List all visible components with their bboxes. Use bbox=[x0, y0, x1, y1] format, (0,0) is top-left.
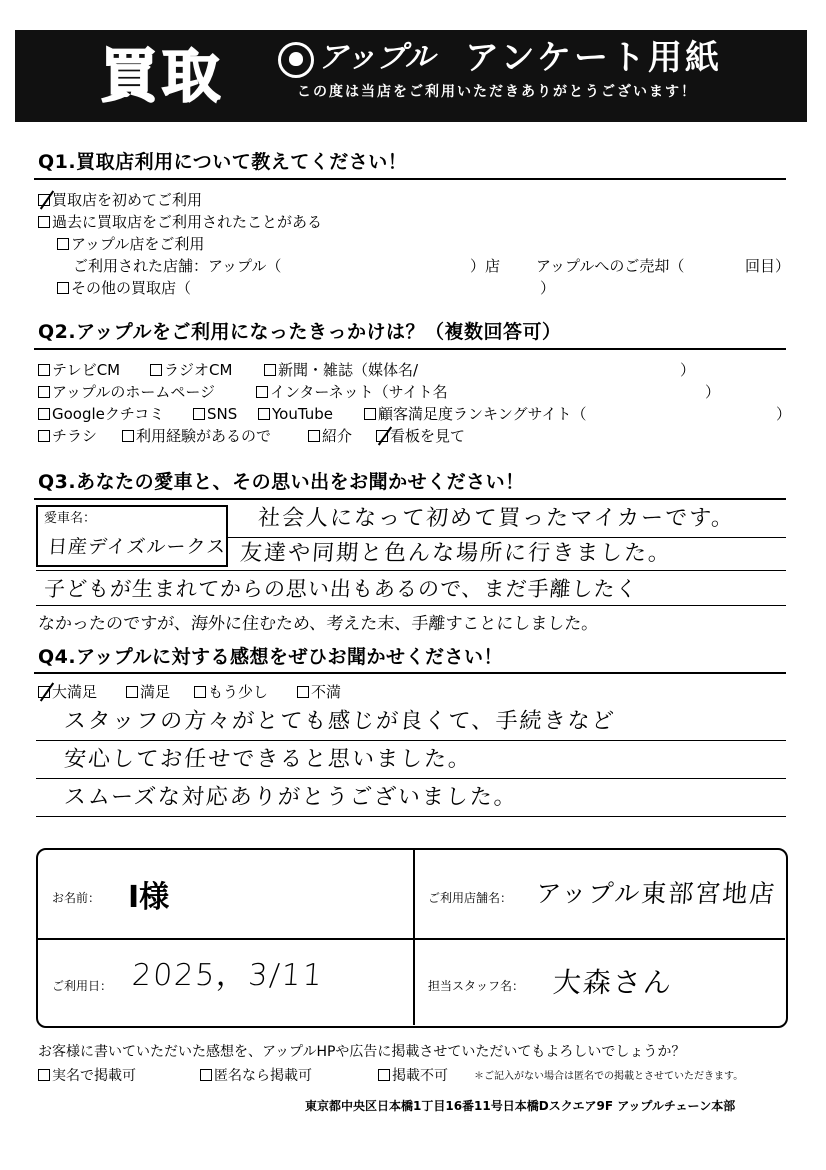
q2-option-sns[interactable]: SNS bbox=[193, 404, 237, 424]
memory-line-4: なかったのですが、海外に住むため、考えた末、手離すことにしました。 bbox=[37, 614, 600, 634]
writing-line bbox=[36, 816, 786, 817]
q2-ranking-close: ） bbox=[776, 405, 792, 423]
customer-info-box bbox=[36, 848, 788, 1028]
checkbox-icon[interactable] bbox=[258, 408, 270, 420]
checkbox-icon[interactable] bbox=[256, 386, 268, 398]
store-name-label: ご利用店舗名： bbox=[428, 891, 513, 905]
checkbox-icon[interactable] bbox=[264, 364, 276, 376]
q1-count-suffix: 回目） bbox=[745, 257, 791, 275]
writing-line bbox=[36, 778, 786, 779]
impression-line-3: スムーズな対応ありがとうございました。 bbox=[63, 785, 519, 810]
checkbox-icon[interactable] bbox=[57, 238, 69, 250]
header-banner bbox=[15, 30, 807, 122]
q4-title: Q4.アップルに対する感想をぜひお聞かせください！ bbox=[38, 646, 504, 668]
staff-name-value[interactable]: 大森さん bbox=[551, 966, 675, 999]
checkbox-icon[interactable] bbox=[38, 364, 50, 376]
impression-line-1: スタッフの方々がとても感じが良くて、手続きなど bbox=[63, 709, 617, 734]
q1-divider bbox=[34, 178, 786, 180]
checkbox-icon[interactable] bbox=[57, 282, 69, 294]
q1-option-apple[interactable]: アップル店をご利用 bbox=[57, 234, 204, 254]
q4-option-unsatisfied[interactable]: 不満 bbox=[297, 682, 341, 702]
q4-option-satisfied[interactable]: 満足 bbox=[126, 682, 170, 702]
q3-title: Q3.あなたの愛車と、その思い出をお聞かせください！ bbox=[38, 471, 525, 493]
q2-option-experience[interactable]: 利用経験があるので bbox=[122, 426, 271, 446]
consent-anonymous[interactable]: 匿名なら掲載可 bbox=[200, 1066, 312, 1086]
q2-option-news[interactable]: 新聞・雑誌（媒体名/ bbox=[264, 360, 418, 380]
q2-option-internet[interactable]: インターネット（サイト名 bbox=[256, 382, 448, 402]
consent-real-name[interactable]: 実名で掲載可 bbox=[38, 1066, 136, 1086]
checkbox-icon[interactable] bbox=[38, 408, 50, 420]
writing-line bbox=[36, 605, 786, 606]
q1-option-first[interactable]: 買取店を初めてご利用 bbox=[38, 190, 202, 210]
q2-title: Q2.アップルをご利用になったきっかけは？（複数回答可） bbox=[38, 321, 562, 343]
date-value[interactable]: 2025，3/11 bbox=[130, 958, 325, 993]
q2-option-ranking[interactable]: 顧客満足度ランキングサイト（ bbox=[364, 404, 587, 424]
q2-divider bbox=[34, 348, 786, 350]
q1-option-other[interactable]: その他の買取店（ bbox=[57, 278, 191, 298]
q1-title: Q1.買取店利用について教えてください！ bbox=[38, 151, 408, 173]
memory-line-3: 子どもが生まれてからの思い出もあるので、まだ手離したく bbox=[43, 577, 639, 601]
q2-option-radio[interactable]: ラジオCM bbox=[150, 360, 232, 380]
q1-store-label: ご利用された店舗：アップル（ bbox=[73, 257, 282, 275]
brand-logo-text: アップル bbox=[318, 40, 435, 75]
checkbox-icon[interactable] bbox=[38, 216, 50, 228]
writing-line bbox=[36, 740, 786, 741]
consent-question: お客様に書いていただいた感想を、アップルHPや広告に掲載させていただいてもよろしいでしょうか？ bbox=[38, 1044, 686, 1060]
q3-divider bbox=[34, 498, 786, 500]
checkbox-icon[interactable] bbox=[378, 1069, 390, 1081]
q1-option-past[interactable]: 過去に買取店をご利用されたことがある bbox=[38, 212, 322, 232]
checkbox-checked-icon[interactable] bbox=[38, 194, 50, 206]
memory-line-2: 友達や同期と色んな場所に行きました。 bbox=[239, 541, 673, 566]
checkbox-icon[interactable] bbox=[122, 430, 134, 442]
q4-divider bbox=[34, 672, 786, 674]
checkbox-icon[interactable] bbox=[38, 430, 50, 442]
car-name-label: 愛車名： bbox=[44, 511, 97, 526]
q2-option-flyer[interactable]: チラシ bbox=[38, 426, 97, 446]
checkbox-icon[interactable] bbox=[193, 408, 205, 420]
q1-other-close: ） bbox=[540, 279, 556, 297]
checkbox-icon[interactable] bbox=[126, 686, 138, 698]
store-name-value[interactable]: アップル東部宮地店 bbox=[535, 879, 778, 908]
checkbox-icon[interactable] bbox=[200, 1069, 212, 1081]
checkbox-icon[interactable] bbox=[297, 686, 309, 698]
q1-store-suffix: ）店 bbox=[470, 257, 501, 275]
form-title: アンケート用紙 bbox=[465, 38, 722, 78]
checkbox-icon[interactable] bbox=[194, 686, 206, 698]
q4-option-very-satisfied[interactable]: 大満足 bbox=[38, 682, 97, 702]
car-name-value: 日産デイズルークス bbox=[47, 536, 228, 558]
q2-news-close: ） bbox=[680, 361, 696, 379]
q2-option-youtube[interactable]: YouTube bbox=[258, 404, 333, 424]
checkbox-checked-icon[interactable] bbox=[38, 686, 50, 698]
q2-option-signboard[interactable]: 看板を見て bbox=[376, 426, 465, 446]
checkbox-icon[interactable] bbox=[364, 408, 376, 420]
checkbox-icon[interactable] bbox=[38, 386, 50, 398]
checkbox-icon[interactable] bbox=[150, 364, 162, 376]
car-name-box[interactable] bbox=[36, 505, 228, 567]
name-label: お名前： bbox=[52, 891, 101, 905]
info-horizontal-divider bbox=[38, 938, 785, 940]
q2-option-tv[interactable]: テレビCM bbox=[38, 360, 120, 380]
name-value[interactable]: I様 bbox=[128, 880, 170, 915]
q4-option-more[interactable]: もう少し bbox=[194, 682, 268, 702]
impression-line-2: 安心してお任せできると思いました。 bbox=[63, 747, 473, 772]
memory-line-1: 社会人になって初めて買ったマイカーです。 bbox=[257, 506, 737, 531]
footer-address: 東京都中央区日本橋1丁目16番11号日本橋Dスクエア9F アップルチェーン本部 bbox=[305, 1099, 736, 1113]
writing-line bbox=[228, 537, 786, 538]
q2-option-referral[interactable]: 紹介 bbox=[308, 426, 352, 446]
apple-logo-icon bbox=[278, 42, 314, 78]
writing-line bbox=[36, 570, 786, 571]
q1-count-label: アップルへのご売却（ bbox=[536, 257, 685, 275]
consent-note: ＊ご記入がない場合は匿名での掲載とさせていただきます。 bbox=[474, 1071, 744, 1082]
checkbox-checked-icon[interactable] bbox=[376, 430, 388, 442]
q2-internet-close: ） bbox=[705, 383, 721, 401]
q2-option-homepage[interactable]: アップルのホームページ bbox=[38, 382, 215, 402]
date-label: ご利用日： bbox=[52, 979, 113, 993]
checkbox-icon[interactable] bbox=[308, 430, 320, 442]
staff-name-label: 担当スタッフ名： bbox=[428, 979, 525, 993]
consent-not-allowed[interactable]: 掲載不可 bbox=[378, 1066, 448, 1086]
q2-option-google[interactable]: Googleクチコミ bbox=[38, 404, 164, 424]
checkbox-icon[interactable] bbox=[38, 1069, 50, 1081]
kaitori-badge: 買取 bbox=[100, 42, 225, 110]
form-subtitle: この度は当店をご利用いただきありがとうございます！ bbox=[297, 84, 697, 100]
